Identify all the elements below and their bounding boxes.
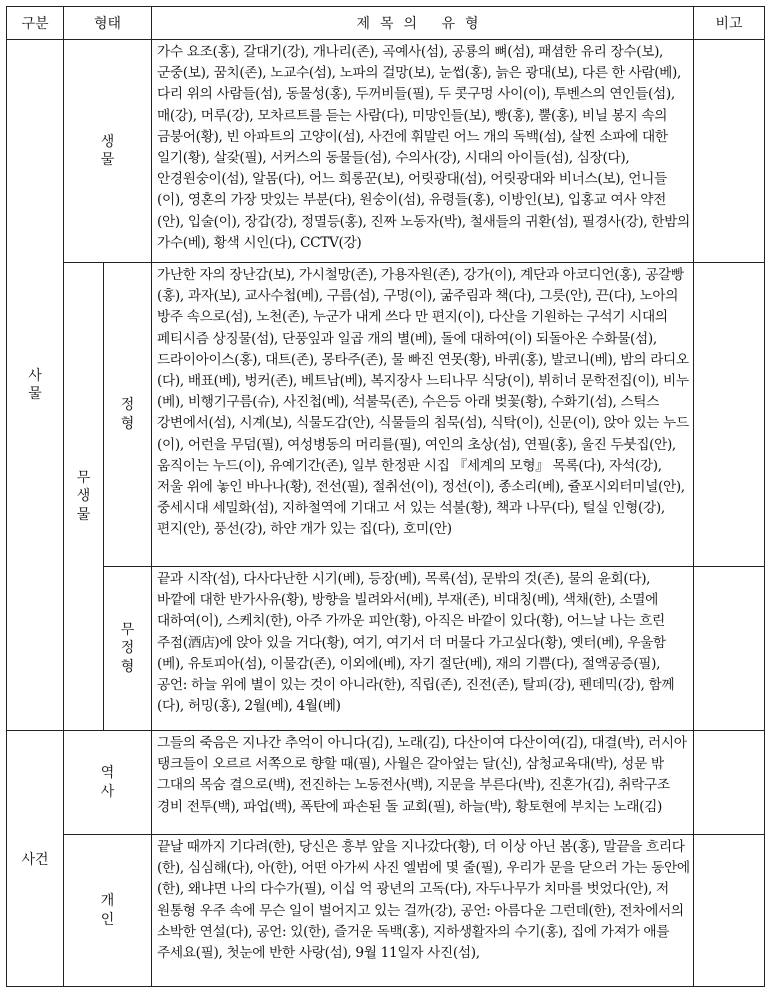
- form-nonliving: 무생물: [64, 263, 104, 731]
- remarks-history: [694, 731, 765, 835]
- row-living: [7, 40, 765, 263]
- remarks-personal: [694, 835, 765, 987]
- header-remarks: 비고: [694, 7, 765, 40]
- category-object: 사물: [7, 40, 64, 731]
- remarks-shapeless: [694, 567, 765, 731]
- content-personal: 끝날 때까지 기다려(한), 당신은 흥부 앞을 지나갔다(황), 더 이상 아닌 봄(홍), 말끝을 흐리다(한), 심심해(다), 아(한), 어떤 아가씨 사진 엘범에 몇 줄(필), 우리가 문을 닫으러 가는 동안에(한), 왜냐면 나의 다수가(필), 이십 억 광년의 고독(다), 자두나무가 치마를 벗었다(안), 저 원통형 우주 속에 무슨 일이 벌어지고 있는 걸까(강), 공언: 아름다운 그런데(한), 전차에서의 소박한 연설(다), 공언: 있(한), 즐거운 독백(홍), 지하생활자의 수기(홍), 집에 가져가 애를 주세요(필), 첫눈에 반한 사랑(섬), 9월 11일자 사진(섬),: [152, 835, 694, 987]
- row-personal: [7, 835, 765, 987]
- poem-title-classification-table: [6, 6, 765, 987]
- row-shaped: [7, 263, 765, 567]
- content-shaped: 가난한 자의 장난감(보), 가시철망(존), 가용자원(존), 강가(이), 계단과 아코디언(홍), 공갈빵(홍), 과자(보), 교사수첩(베), 구름(섬), 구멍(이), 굶주림과 책(다), 그릇(안), 끈(다), 노아의 방주 속으로(섬), 노천(존), 누군가 내게 쓰다 만 편지(이), 다산을 기원하는 구석기 시대의 페티시즘 상징물(섬), 단풍잎과 일곱 개의 별(베), 돌에 대하여(이) 되돌아온 수화물(섬), 드라이아이스(홍), 대트(존), 몽타주(존), 물 빠진 연못(황), 바퀴(홍), 발코니(베), 밤의 라디오(다), 배표(베), 벙커(존), 베트남(베), 복지장사 느티나무 식당(이), 뷔히너 문학전집(이), 비누(베), 비행기구름(슈), 사진첩(베), 석불묵(존), 수은등 아래 벚꽃(황), 수화기(섬), 스틱스 강변에서(섬), 시계(보), 식물도감(안), 식물들의 침묵(섬), 식탁(이), 신문(이), 앉아 있는 누드(이), 어런을 무덤(필), 여성병동의 머리를(필), 여인의 초상(섬), 연필(홍), 울진 두붓집(안), 움직이는 누드(이), 유예기간(존), 일부 한정판 시집 『세계의 모형』 목록(다), 자석(강), 저울 위에 놓인 바나나(황), 전선(필), 절취선(이), 정선(이), 종소리(베), 쥴포시외터미널(안), 중세시대 세밀화(섬), 지하철역에 기대고 서 있는 석불(황), 책과 나무(다), 털실 인형(강), 편지(안), 풍선(강), 하얀 개가 있는 집(다), 호미(안): [152, 263, 694, 567]
- content-living: 가수 요조(홍), 갈대기(강), 개나리(존), 곡예사(섬), 공룡의 뼈(섬), 패셤한 유리 장수(보), 군중(보), 꿈치(존), 노교수(섬), 노파의 걸망(보), 눈썹(홍), 늙은 광대(보), 다른 한 사람(베), 다리 위의 사람들(섬), 동물성(홍), 두꺼비들(필), 두 콧구멍 사이(이), 투벤스의 연인들(섬), 매(강), 머루(강), 모차르트를 듣는 사람(다), 미망인들(보), 빵(홍), 뿔(홍), 비닐 봉지 속의 금붕어(황), 빈 아파트의 고양이(섬), 사건에 휘말린 어느 개의 독백(섬), 살찐 소파에 대한 일기(황), 살갗(필), 서커스의 동물들(섬), 수의사(강), 시대의 아이들(섬), 심장(다), 안경원숭이(섬), 알몸(다), 어느 희롱꾼(보), 어릿광대(섬), 어릿광대와 비너스(보), 언니들(이), 영혼의 가장 맛있는 부분(다), 원숭이(섬), 유령들(홍), 이방인(보), 입홍교 여사 약전(안), 입술(이), 장갑(강), 정멸등(홍), 진짜 노동자(박), 철새들의 귀환(섬), 필경사(강), 한밤의 가수(베), 황색 시인(다), CCTV(강): [152, 40, 694, 263]
- header-types: 제목의 유형: [152, 7, 694, 40]
- content-shapeless: 끝과 시작(섬), 다사다난한 시기(베), 등장(베), 목록(섬), 문밖의 것(존), 물의 윤회(다), 바깥에 대한 반가사유(황), 방향을 빌려와서(베), 부재(존), 비대칭(베), 색채(한), 소멸에 대하여(이), 스케치(한), 아주 가까운 피안(황), 아직은 바깥이 있다(황), 어느날 나는 흐린 주점(酒店)에 앉아 있을 거다(황), 여기, 여기서 더 머물다 가고싶다(황), 옛터(베), 우울함(베), 유토피아(섬), 이물감(존), 이외에(베), 자기 절단(베), 재의 기쁨(다), 절액공증(필), 공언: 하늘 위에 별이 있는 것이 아니라(한), 직립(존), 진전(존), 탈피(강), 펜데믹(강), 함께(다), 허밍(홍), 2월(베), 4월(베): [152, 567, 694, 731]
- header-category: 구분: [7, 7, 64, 40]
- content-history: 그들의 죽음은 지나간 추억이 아니다(김), 노래(김), 다산이여 다산이여(김), 대결(박), 러시아 탱크들이 오르르 서쪽으로 향할 때(필), 사월은 갈아엎는 달(신), 삼청교육대(박), 성문 밖 그대의 목숨 결으로(백), 전진하는 노동전사(백), 지문을 부른다(박), 진혼가(김), 취락구조 경비 전투(백), 파업(백), 폭탄에 파손된 돌 교회(필), 하늘(박), 황토현에 부치는 노래(김): [152, 731, 694, 835]
- category-event: 사건: [7, 731, 64, 987]
- form-history: 역사: [64, 731, 152, 835]
- remarks-living: [694, 40, 765, 263]
- table-header: [7, 7, 765, 40]
- header-row: [7, 7, 765, 40]
- form-shapeless: 무정형: [104, 567, 152, 731]
- form-personal: 개인: [64, 835, 152, 987]
- form-shaped: 정형: [104, 263, 152, 567]
- row-shapeless: [7, 567, 765, 731]
- form-living: 생물: [64, 40, 152, 263]
- remarks-shaped: [694, 263, 765, 567]
- row-history: [7, 731, 765, 835]
- header-form: 형태: [64, 7, 152, 40]
